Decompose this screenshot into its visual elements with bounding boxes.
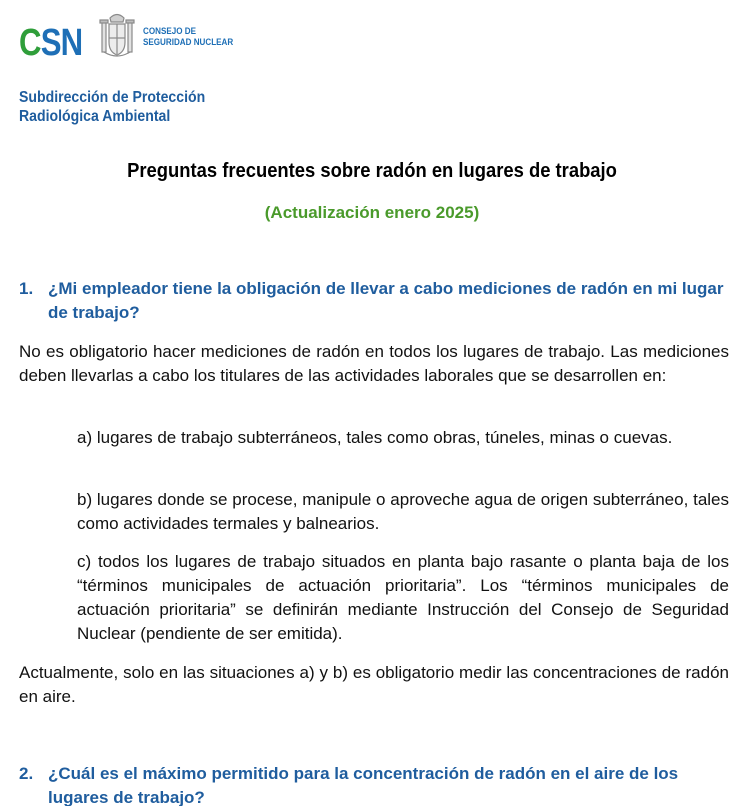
list-item-c: c) todos los lugares de trabajo situados en planta bajo rasante o planta baja de los “términos municipales de actuación prioritaria”. Los “términos municipales de actuación prioritaria” se definirán mediante Instrucción del Consejo de Seguridad Nuclear (pendiente de ser emitida). xyxy=(77,552,729,643)
csn-logo: CSN xyxy=(19,22,83,64)
paragraph-closing: Actualmente, solo en las situaciones a) y b) es obligatorio medir las concentraciones de radón en aire. xyxy=(19,663,729,706)
question-heading-1 xyxy=(19,277,724,325)
organization-name: CONSEJO DE SEGURIDAD NUCLEAR xyxy=(143,26,234,48)
page-subtitle: (Actualización enero 2025) xyxy=(264,203,480,222)
question-number: 1. xyxy=(19,279,34,298)
question-text: ¿Cuál es el máximo permitido para la concentración de radón en el aire de los lugares de trabajo? xyxy=(48,764,679,806)
csn-header xyxy=(19,10,319,62)
coat-of-arms-icon xyxy=(96,10,138,62)
question-text: ¿Mi empleador tiene la obligación de llevar a cabo mediciones de radón en mi lugar de trabajo? xyxy=(48,279,724,322)
question-number: 2. xyxy=(19,764,34,783)
list-item-a: a) lugares de trabajo subterráneos, tales como obras, túneles, minas o cuevas. xyxy=(77,428,673,447)
page-title: Preguntas frecuentes sobre radón en lugares de trabajo xyxy=(127,160,617,182)
paragraph-intro: No es obligatorio hacer mediciones de radón en todos los lugares de trabajo. Las mediciones deben llevarlas a cabo los titulares de las actividades laborales que se desarrollen en: xyxy=(19,342,729,385)
question-heading-2 xyxy=(19,762,719,806)
subdirection-name: Subdirección de Protección Radiológica Ambiental xyxy=(19,89,206,125)
list-item-b: b) lugares donde se procese, manipule o aproveche agua de origen subterráneo, tales como actividades termales y balnearios. xyxy=(77,490,729,533)
